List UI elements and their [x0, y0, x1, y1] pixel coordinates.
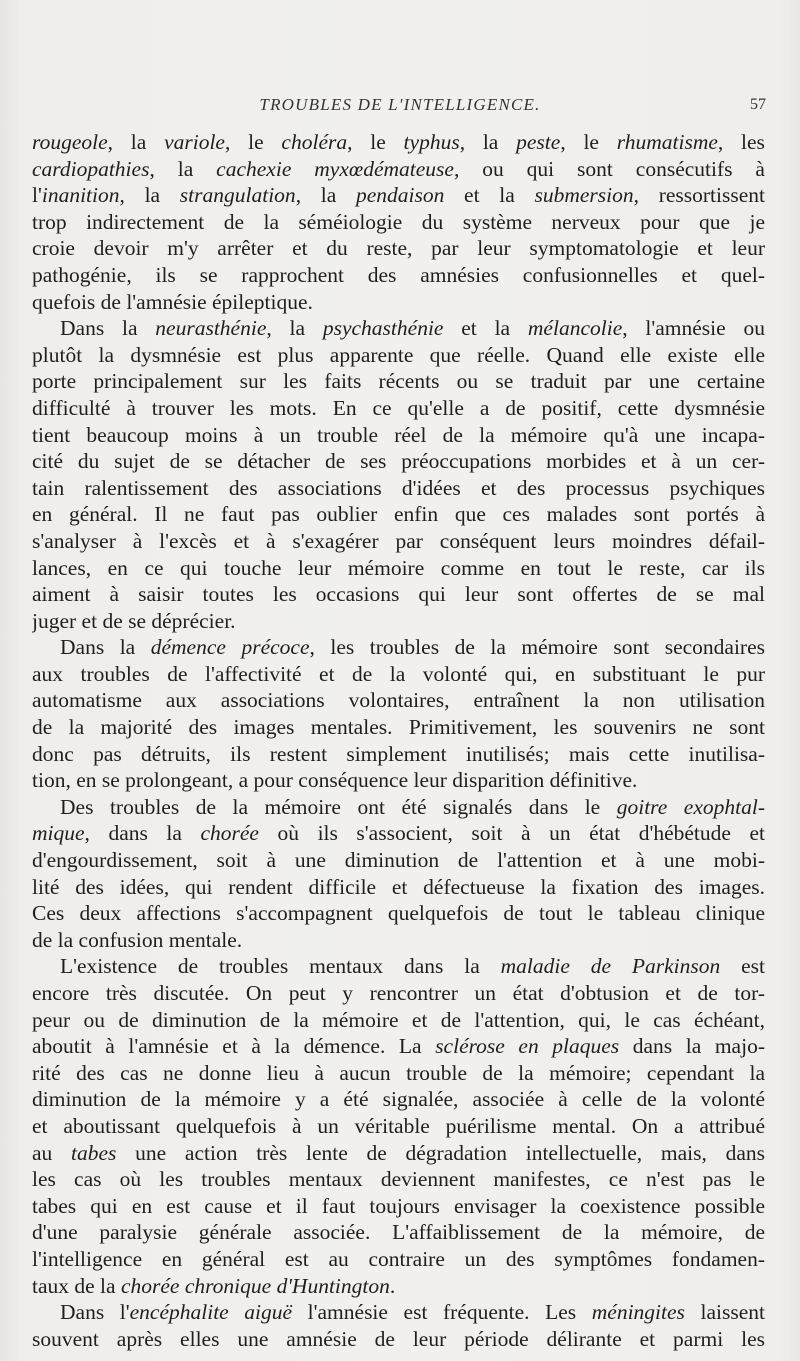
text-line: L'existence de troubles mentaux dans la maladie de Parkinson est [60, 954, 765, 979]
text-line: Dans la démence précoce, les troubles de la mémoire sont secondaires [60, 635, 765, 660]
text-line: plutôt la dysmnésie est plus apparente que réelle. Quand elle existe elle [32, 342, 765, 367]
running-title: TROUBLES DE L'INTELLIGENCE. [259, 95, 541, 114]
text-line: souvent après elles une amnésie de leur période délirante et parmi les [32, 1326, 765, 1351]
text-line: les cas où les troubles mentaux deviennent manifestes, ce n'est pas le [32, 1167, 765, 1192]
text-line: d'une paralysie générale associée. L'affaiblissement de la mémoire, de [32, 1220, 765, 1245]
text-line: tient beaucoup moins à un trouble réel de la mémoire qu'à une incapa- [32, 422, 765, 447]
page-number: 57 [750, 96, 766, 113]
text-line: aux troubles de l'affectivité et de la volonté qui, en substituant le pur [32, 661, 765, 686]
text-line: cardiopathies, la cachexie myxœdémateuse, ou qui sont consécutifs à [32, 156, 765, 181]
text-line: tabes qui en est cause et il faut toujours envisager la coexistence possible [32, 1193, 765, 1218]
text-line: Dans la neurasthénie, la psychasthénie et la mélancolie, l'amnésie ou [60, 316, 765, 341]
text-line: de la confusion mentale. [32, 927, 243, 952]
text-line: en général. Il ne faut pas oublier enfin que ces malades sont portés à [32, 502, 765, 527]
text-line: pathogénie, ils se rapprochent des amnésies confusionnelles et quel- [32, 262, 765, 287]
text-line: automatisme aux associations volontaires, entraînent la non utilisation [32, 688, 765, 713]
text-body [32, 129, 765, 1352]
text-line: diminution de la mémoire y a été signalée, associée à celle de la volonté [32, 1087, 765, 1112]
text-line: lances, en ce qui touche leur mémoire comme en tout le reste, car ils [32, 555, 765, 580]
text-line: tion, en se prolongeant, a pour conséquence leur disparition définitive. [32, 768, 638, 793]
text-line: tain ralentissement des associations d'idées et des processus psychiques [32, 475, 765, 500]
text-line: donc pas détruits, ils restent simplement inutilisés; mais cette inutilisa- [32, 741, 765, 766]
text-line: difficulté à trouver les mots. En ce qu'elle a de positif, cette dysmnésie [32, 395, 765, 420]
text-line: trop indirectement de la séméiologie du système nerveux pour que je [32, 209, 765, 234]
running-head [32, 92, 768, 118]
text-line: Ces deux affections s'accompagnent quelquefois de tout le tableau clinique [32, 901, 765, 926]
text-line: quefois de l'amnésie épileptique. [32, 289, 313, 314]
text-line: lité des idées, qui rendent difficile et défectueuse la fixation des images. [32, 874, 765, 899]
text-line: Des troubles de la mémoire ont été signalés dans le goitre exophtal- [60, 794, 765, 819]
text-line: Dans l'encéphalite aiguë l'amnésie est fréquente. Les méningites laissent [60, 1300, 765, 1325]
text-line: mique, dans la chorée où ils s'associent, soit à un état d'hébétude et [32, 821, 765, 846]
text-line: et aboutissant quelquefois à un véritable puérilisme mental. On a attribué [32, 1113, 765, 1138]
text-line: juger et de se déprécier. [32, 608, 236, 633]
text-line: rité des cas ne donne lieu à aucun trouble de la mémoire; cependant la [32, 1060, 765, 1085]
text-line: de la majorité des images mentales. Primitivement, les souvenirs ne sont [32, 715, 765, 740]
text-line: d'engourdissement, soit à une diminution de l'attention et à une mobi- [32, 848, 765, 873]
text-line: s'analyser à l'excès et à s'exagérer par conséquent leurs moindres défail- [32, 528, 765, 553]
text-line: croie devoir m'y arrêter et du reste, par leur symptomatologie et leur [32, 236, 765, 261]
text-line: au tabes une action très lente de dégradation intellectuelle, mais, dans [32, 1140, 765, 1165]
text-line: cité du sujet de se détacher de ses préoccupations morbides et à un cer- [32, 449, 765, 474]
text-line: l'intelligence en général est au contraire un des symptômes fondamen- [32, 1246, 765, 1271]
text-line: aiment à saisir toutes les occasions qui leur sont offertes de se mal [32, 582, 765, 607]
text-line: l'inanition, la strangulation, la pendaison et la submersion, ressortissent [32, 183, 765, 208]
text-line: rougeole, la variole, le choléra, le typhus, la peste, le rhumatisme, les [32, 130, 765, 154]
text-line: porte principalement sur les faits récents ou se traduit par une certaine [32, 369, 765, 394]
text-line: aboutit à l'amnésie et à la démence. La sclérose en plaques dans la majo- [32, 1034, 765, 1059]
text-line: peur ou de diminution de la mémoire et de l'attention, qui, le cas échéant, [32, 1007, 765, 1032]
text-line: encore très discutée. On peut y rencontrer un état d'obtusion et de tor- [32, 981, 765, 1005]
text-line: taux de la chorée chronique d'Huntington. [32, 1273, 396, 1298]
